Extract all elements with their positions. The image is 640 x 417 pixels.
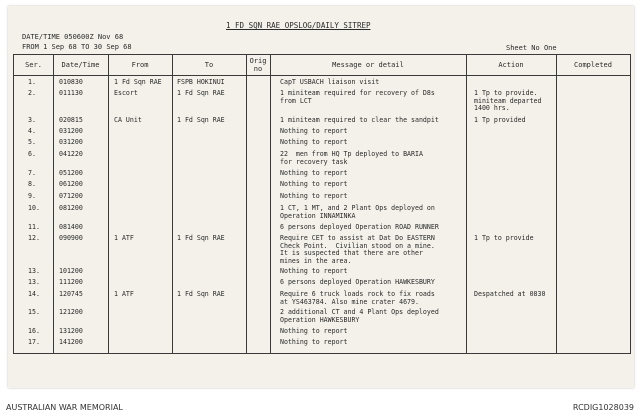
row-time: 141200 bbox=[59, 338, 83, 346]
row-from: 1 Fd Sqn RAE bbox=[114, 78, 162, 86]
sheet-label: Sheet No bbox=[506, 44, 540, 52]
row-ser: 13. bbox=[28, 267, 40, 275]
col-header-to: To bbox=[204, 61, 214, 69]
row-ser: 14. bbox=[28, 290, 40, 298]
row-time: 041220 bbox=[59, 150, 83, 158]
row-action: 1 Tp to provide bbox=[474, 234, 534, 242]
table-row bbox=[14, 290, 630, 306]
row-ser: 5. bbox=[28, 138, 36, 146]
row-time: 081200 bbox=[59, 204, 83, 212]
sheet-value: One bbox=[543, 44, 557, 52]
footer bbox=[0, 396, 640, 417]
row-time: 071200 bbox=[59, 192, 83, 200]
row-ser: 13. bbox=[28, 278, 40, 286]
row-ser: 8. bbox=[28, 180, 36, 188]
col-header-orig: Orig no bbox=[249, 57, 267, 73]
row-from: 1 ATF bbox=[114, 234, 134, 242]
table-row bbox=[14, 339, 630, 351]
footer-left: AUSTRALIAN WAR MEMORIAL bbox=[6, 403, 123, 412]
datetime-value: 050600Z Nov 68 bbox=[64, 33, 124, 41]
table-row bbox=[14, 150, 630, 166]
from-value: 1 Sep 68 bbox=[43, 43, 77, 51]
datetime-label: DATE/TIME bbox=[22, 33, 60, 41]
row-time: 031200 bbox=[59, 127, 83, 135]
row-time: 120745 bbox=[59, 290, 83, 298]
row-time: 011130 bbox=[59, 89, 83, 97]
row-message: Nothing to report bbox=[280, 138, 348, 146]
col-header-from: From bbox=[131, 61, 149, 69]
row-message: Nothing to report bbox=[280, 169, 348, 177]
row-to: 1 Fd Sqn RAE bbox=[177, 290, 225, 298]
row-message: Nothing to report bbox=[280, 180, 348, 188]
row-ser: 4. bbox=[28, 127, 36, 135]
row-ser: 17. bbox=[28, 338, 40, 346]
row-to: 1 Fd Sqn RAE bbox=[177, 89, 225, 97]
row-time: 020815 bbox=[59, 116, 83, 124]
row-message: 1 miniteam required for recovery of D8s from LCT bbox=[280, 89, 435, 105]
row-ser: 1. bbox=[28, 78, 36, 86]
row-from: Escort bbox=[114, 89, 138, 97]
row-message: 6 persons deployed Operation ROAD RUNNER bbox=[280, 223, 439, 231]
row-time: 081400 bbox=[59, 223, 83, 231]
row-from: 1 ATF bbox=[114, 290, 134, 298]
row-ser: 7. bbox=[28, 169, 36, 177]
col-header-datetime: Date/Time bbox=[61, 61, 100, 69]
footer-right: RCDIG1028039 bbox=[572, 403, 634, 412]
row-time: 131200 bbox=[59, 327, 83, 335]
table-row bbox=[14, 234, 630, 265]
row-ser: 10. bbox=[28, 204, 40, 212]
row-ser: 15. bbox=[28, 308, 40, 316]
row-ser: 2. bbox=[28, 89, 36, 97]
row-ser: 16. bbox=[28, 327, 40, 335]
period-line bbox=[22, 43, 132, 51]
row-from: CA Unit bbox=[114, 116, 142, 124]
row-time: 061200 bbox=[59, 180, 83, 188]
row-time: 121200 bbox=[59, 308, 83, 316]
to-label: TO bbox=[81, 43, 90, 51]
table-row bbox=[14, 308, 630, 324]
row-message: Nothing to report bbox=[280, 267, 348, 275]
row-time: 111200 bbox=[59, 278, 83, 286]
to-value: 30 Sep 68 bbox=[93, 43, 132, 51]
row-ser: 11. bbox=[28, 223, 40, 231]
row-time: 090900 bbox=[59, 234, 83, 242]
sheet-number bbox=[506, 44, 557, 52]
table-row bbox=[14, 204, 630, 220]
col-header-completed: Completed bbox=[574, 61, 612, 69]
datetime-line bbox=[22, 33, 123, 41]
log-table bbox=[13, 54, 631, 354]
row-ser: 6. bbox=[28, 150, 36, 158]
row-action: 1 Tp provided bbox=[474, 116, 526, 124]
row-ser: 3. bbox=[28, 116, 36, 124]
row-message: Nothing to report bbox=[280, 192, 348, 200]
row-action: Despatched at 0830 bbox=[474, 290, 546, 298]
col-header-message: Message or detail bbox=[332, 61, 404, 69]
row-time: 010830 bbox=[59, 78, 83, 86]
row-message: CapT USBACH liaison visit bbox=[280, 78, 380, 86]
row-time: 101200 bbox=[59, 267, 83, 275]
row-to: 1 Fd Sqn RAE bbox=[177, 116, 225, 124]
row-message: Require 6 truck loads rock to fix roads at YS463784. Also mine crater 4679. bbox=[280, 290, 435, 306]
row-message: 22 men from HQ Tp deployed to BARIA for recovery task bbox=[280, 150, 423, 166]
from-label: FROM bbox=[22, 43, 39, 51]
row-message: 1 miniteam required to clear the sandpit bbox=[280, 116, 439, 124]
table-row bbox=[14, 89, 630, 112]
row-message: Require CET to assist at Dat Do EASTERN Check Point. Civilian stood on a mine. It is suspected that there are other mines in the area. bbox=[280, 234, 435, 265]
header-divider bbox=[14, 75, 630, 76]
row-to: FSPB HOKINUI bbox=[177, 78, 225, 86]
row-message: 2 additional CT and 4 Plant Ops deployed Operation HAWKESBURY bbox=[280, 308, 439, 324]
row-message: 6 persons deployed Operation HAWKESBURY bbox=[280, 278, 435, 286]
col-header-action: Action bbox=[498, 61, 524, 69]
row-message: 1 CT, 1 MT, and 2 Plant Ops deployed on Operation INNAMINKA bbox=[280, 204, 435, 220]
row-message: Nothing to report bbox=[280, 327, 348, 335]
row-ser: 12. bbox=[28, 234, 40, 242]
row-message: Nothing to report bbox=[280, 338, 348, 346]
row-ser: 9. bbox=[28, 192, 36, 200]
col-header-ser: Ser. bbox=[25, 61, 42, 69]
row-message: Nothing to report bbox=[280, 127, 348, 135]
row-time: 031200 bbox=[59, 138, 83, 146]
document-title: 1 FD SQN RAE OPSLOG/DAILY SITREP bbox=[226, 21, 371, 30]
row-action: 1 Tp to provide. miniteam departed 1400 hrs. bbox=[474, 89, 542, 112]
row-time: 051200 bbox=[59, 169, 83, 177]
row-to: 1 Fd Sqn RAE bbox=[177, 234, 225, 242]
